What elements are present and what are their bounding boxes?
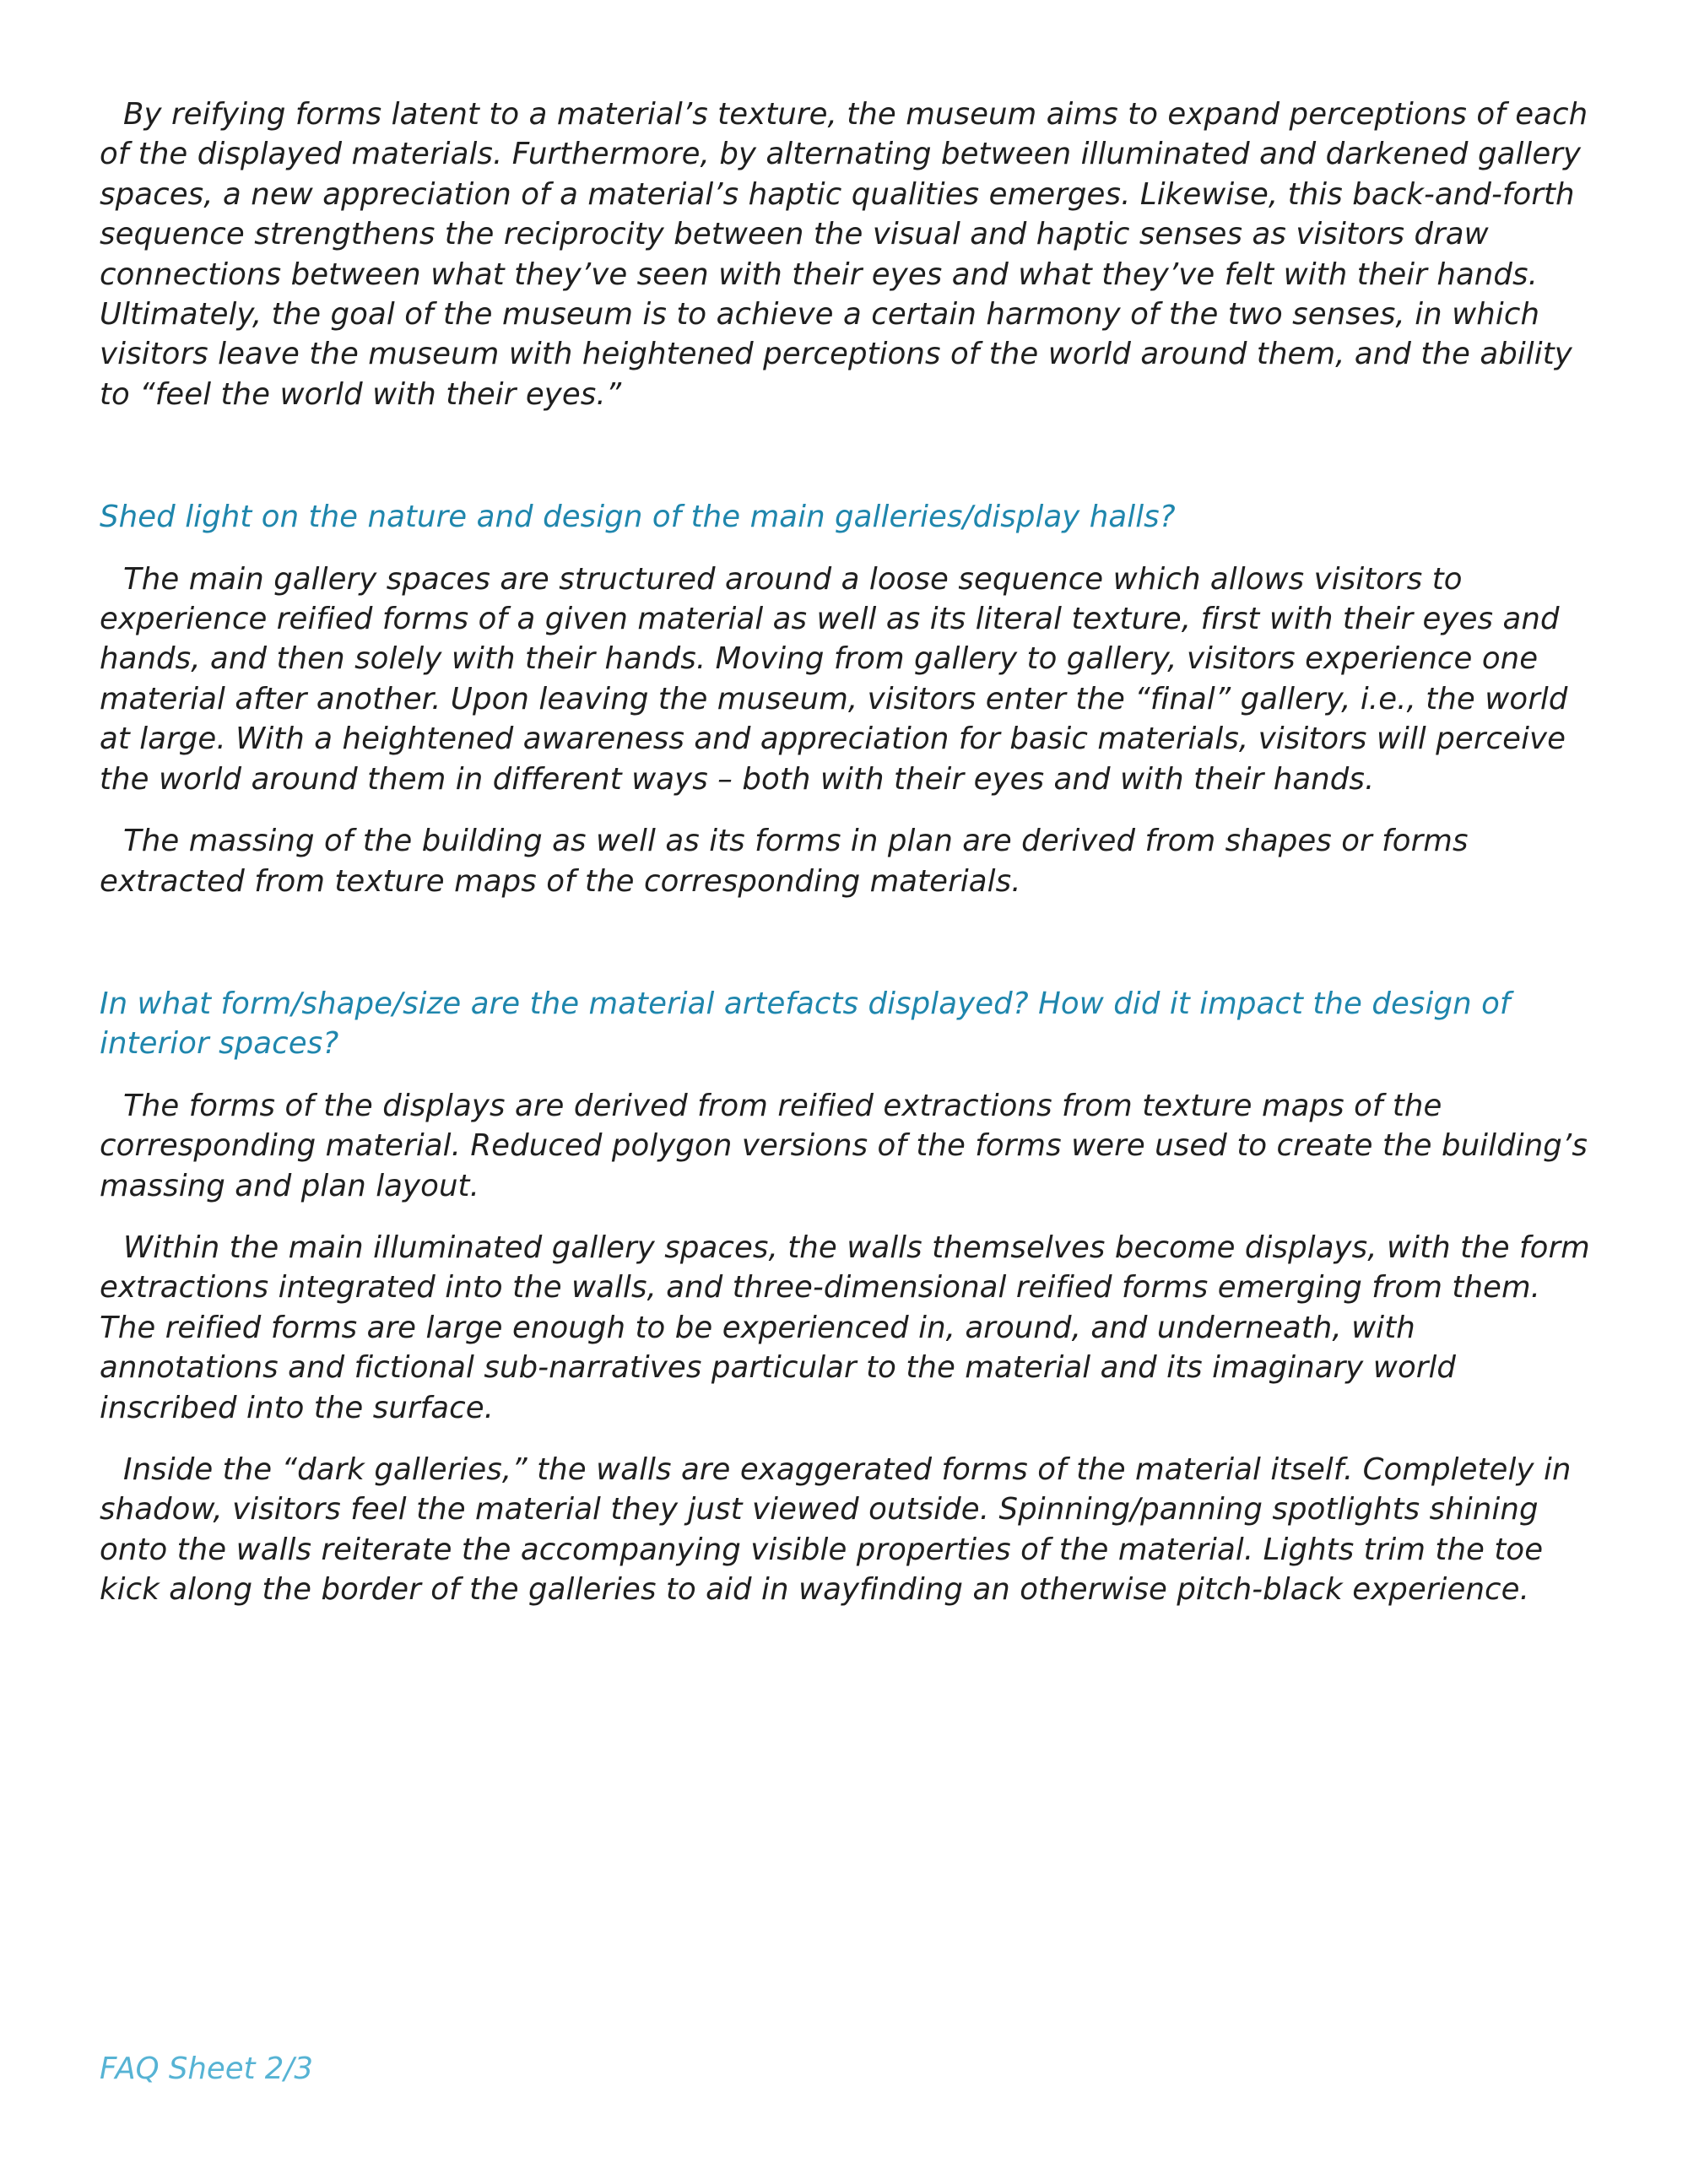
answer-paragraph: The forms of the displays are derived from reified extractions from texture maps of the corresponding material. Reduced polygon versions of the forms were used to create the building’s massing and plan layout. bbox=[100, 1088, 1588, 1203]
answer-paragraph: Within the main illuminated gallery spaces, the walls themselves become displays, with the form extractions integrated into the walls, and three-dimensional reified forms emerging from them. The reified forms are large enough to be experienced in, around, and underneath, with annotations and fictional sub-narratives particular to the material and its imaginary world inscribed into the surface. bbox=[100, 1230, 1590, 1425]
answer-paragraph: The main gallery spaces are structured around a loose sequence which allows visitors to experience reified forms of a given material as well as its literal texture, first with their eyes and hands, and then solely with their hands. Moving from gallery to gallery, visitors experience one material after another. Upon leaving the museum, visitors enter the “final” gallery, i.e., the world at large. With a heightened awareness and appreciation for basic materials, visitors will perceive the world around them in different ways – both with their eyes and with their hands. bbox=[100, 561, 1568, 797]
answer-paragraph: The massing of the building as well as its forms in plan are derived from shapes or forms extracted from texture maps of the corresponding materials. bbox=[100, 824, 1469, 899]
document-page bbox=[100, 95, 1593, 1610]
answer-paragraph: Inside the “dark galleries,” the walls are exaggerated forms of the material itself. Completely in shadow, visitors feel the material they just viewed outside. Spinning/panning spotlights shining onto the walls reiterate the accompanying visible properties of the material. Lights trim the toe kick along the border of the galleries to aid in wayfinding an otherwise pitch-black experience. bbox=[100, 1451, 1572, 1608]
question-heading-artefacts: In what form/shape/size are the material artefacts displayed? How did it impact the design of interior spaces? bbox=[100, 986, 1511, 1062]
page-footer: FAQ Sheet 2/3 bbox=[100, 2052, 313, 2086]
question-heading-galleries: Shed light on the nature and design of the main galleries/display halls? bbox=[100, 500, 1176, 535]
intro-paragraph: By reifying forms latent to a material’s texture, the museum aims to expand perceptions of each of the displayed materials. Furthermore, by alternating between illuminated and darkened gallery spaces, a new appreciation of a material’s haptic qualities emerges. Likewise, this back-and-forth sequence strengthens the reciprocity between the visual and haptic senses as visitors draw connections between what they’ve seen with their eyes and what they’ve felt with their hands. Ultimately, the goal of the museum is to achieve a certain harmony of the two senses, in which visitors leave the museum with heightened perceptions of the world around them, and the ability to “feel the world with their eyes.” bbox=[100, 97, 1588, 412]
